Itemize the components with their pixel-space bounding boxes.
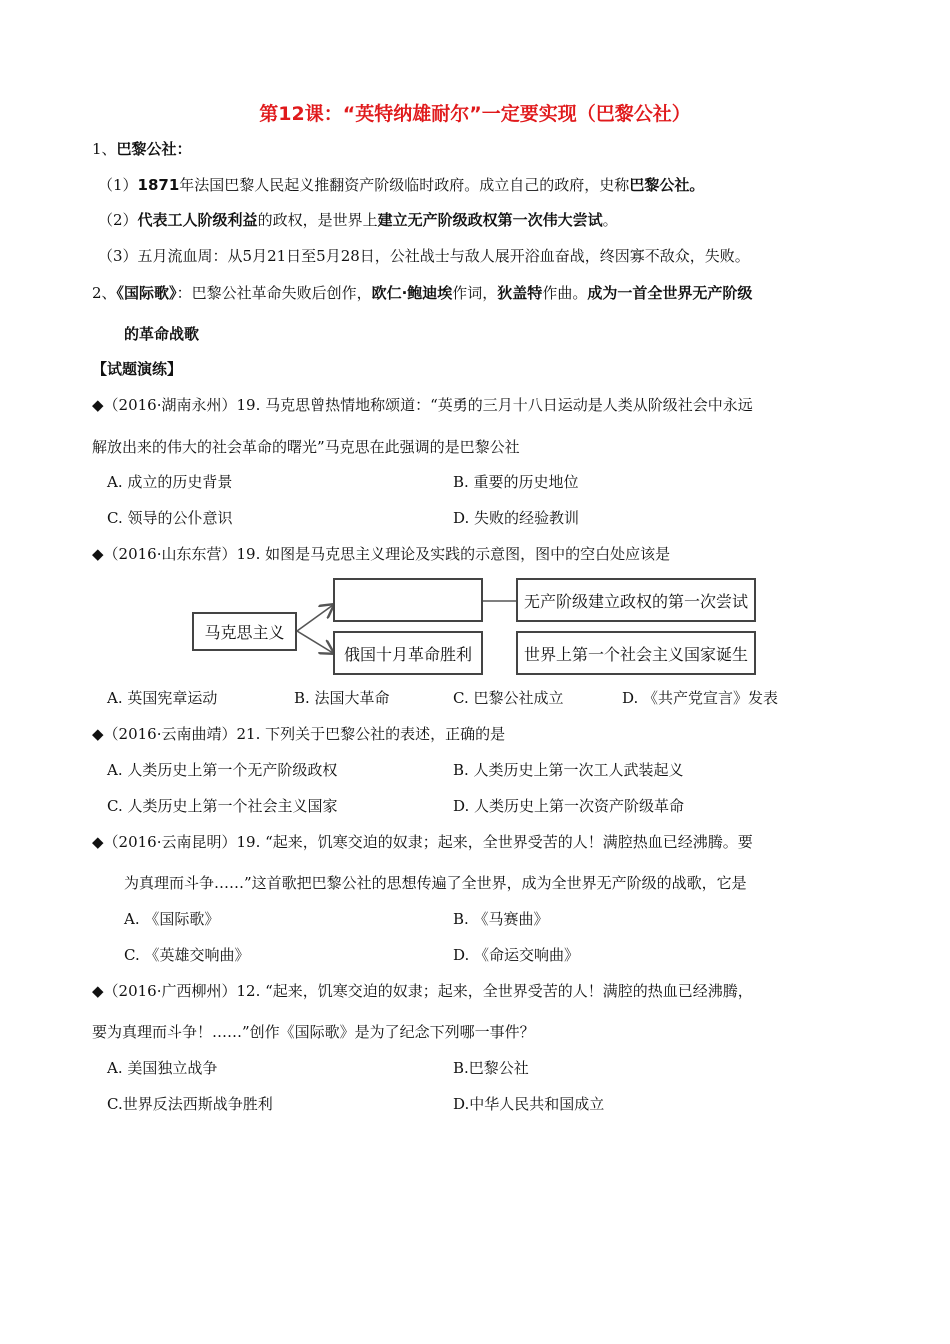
section-2-text-1: ：巴黎公社革命失败后创作， (176, 284, 372, 302)
q5-option-a: A. 美国独立战争 (107, 1059, 218, 1077)
q4-option-b: B. 《马赛曲》 (453, 910, 549, 928)
section-1-point-2 (98, 210, 618, 230)
q3-stem-line-1: ◆（2016·云南曲靖）21. 下列关于巴黎公社的表述，正确的是 (92, 725, 506, 743)
q1-option-b: B. 重要的历史地位 (453, 473, 579, 491)
section-1-point-3: （3）五月流血周：从5月21日至5月28日，公社战士与敌人展开浴血奋战，终因寡不敌众，失败。 (98, 247, 750, 265)
point-1-year: 1871 (137, 176, 180, 194)
q3-option-a: A. 人类历史上第一个无产阶级政权 (107, 761, 338, 779)
point-1-term: 巴黎公社。 (629, 176, 705, 194)
point-2-text: 的政权，是世界上 (257, 211, 378, 229)
diagram-root-box: 马克思主义 (192, 612, 297, 651)
q5-option-c: C.世界反法西斯战争胜利 (107, 1095, 273, 1113)
section-1-number: 1、 (92, 140, 117, 158)
section-2-number: 2、 (92, 284, 117, 302)
section-2-line-1 (92, 283, 752, 303)
diagram-first-attempt-box: 无产阶级建立政权的第一次尝试 (516, 578, 756, 622)
point-2-index: （2） (98, 211, 138, 229)
q1-stem-line-2: 解放出来的伟大的社会革命的曙光”马克思在此强调的是巴黎公社 (92, 438, 520, 456)
song-title: 《国际歌》 (116, 284, 177, 302)
diagram-october-revolution-box: 俄国十月革命胜利 (333, 631, 483, 675)
composer: 狄盖特 (497, 284, 543, 302)
arrow-to-bottom (297, 631, 333, 653)
q2-option-a: A. 英国宪章运动 (107, 689, 218, 707)
q2-option-b: B. 法国大革命 (294, 689, 390, 707)
q1-option-d: D. 失败的经验教训 (453, 509, 580, 527)
q3-option-c: C. 人类历史上第一个社会主义国家 (107, 797, 338, 815)
q3-option-d: D. 人类历史上第一次资产阶级革命 (453, 797, 685, 815)
q5-option-d: D.中华人民共和国成立 (453, 1095, 605, 1113)
point-2-emph-2: 建立无产阶级政权第一次伟大尝试 (377, 211, 603, 229)
q5-stem-line-2: 要为真理而斗争！……”创作《国际歌》是为了纪念下列哪一事件？ (92, 1023, 535, 1041)
point-1-index: （1） (98, 176, 138, 194)
q3-option-b: B. 人类历史上第一次工人武装起义 (453, 761, 684, 779)
q4-option-c: C. 《英雄交响曲》 (124, 946, 250, 964)
q4-option-d: D. 《命运交响曲》 (453, 946, 580, 964)
section-2-text-2: 作词， (452, 284, 498, 302)
arrow-to-top (297, 605, 333, 631)
q2-option-c: C. 巴黎公社成立 (453, 689, 564, 707)
q1-option-c: C. 领导的公仆意识 (107, 509, 233, 527)
q4-option-a: A. 《国际歌》 (124, 910, 220, 928)
diagram-blank-box (333, 578, 483, 622)
page-title: 第12课：“英特纳雄耐尔”一定要实现（巴黎公社） (259, 103, 691, 125)
section-1-heading (92, 139, 192, 159)
section-1-title: 巴黎公社： (116, 140, 192, 158)
q1-option-a: A. 成立的历史背景 (107, 473, 233, 491)
section-2-emph: 成为一首全世界无产阶级 (587, 284, 753, 302)
q5-stem-line-1: ◆（2016·广西柳州）12. “起来，饥寒交迫的奴隶；起来，全世界受苦的人！满腔的热血已经沸腾， (92, 982, 753, 1000)
q2-option-d: D. 《共产党宣言》发表 (622, 689, 779, 707)
q1-stem-line-1: ◆（2016·湖南永州）19. 马克思曾热情地称颂道：“英勇的三月十八日运动是人类从阶级社会中永远 (92, 396, 753, 414)
q4-stem-line-1: ◆（2016·云南昆明）19. “起来，饥寒交迫的奴隶；起来，全世界受苦的人！满腔热血已经沸腾。要 (92, 833, 753, 851)
lyricist: 欧仁·鲍迪埃 (371, 284, 453, 302)
q2-stem-line-1: ◆（2016·山东东营）19. 如图是马克思主义理论及实践的示意图，图中的空白处应该是 (92, 545, 671, 563)
section-2-line-2: 的革命战歌 (124, 325, 200, 343)
point-1-text: 年法国巴黎人民起义推翻资产阶级临时政府。成立自己的政府，史称 (179, 176, 630, 194)
section-2-text-3: 作曲。 (542, 284, 588, 302)
diagram-first-socialist-state-box: 世界上第一个社会主义国家诞生 (516, 631, 756, 675)
q5-option-b: B.巴黎公社 (453, 1059, 529, 1077)
practice-heading: 【试题演练】 (92, 360, 183, 378)
q4-stem-line-2: 为真理而斗争……”这首歌把巴黎公社的思想传遍了全世界，成为全世界无产阶级的战歌，它是 (124, 874, 747, 892)
point-2-emph-1: 代表工人阶级利益 (137, 211, 258, 229)
point-2-end: 。 (602, 211, 618, 229)
section-1-point-1 (98, 175, 704, 195)
